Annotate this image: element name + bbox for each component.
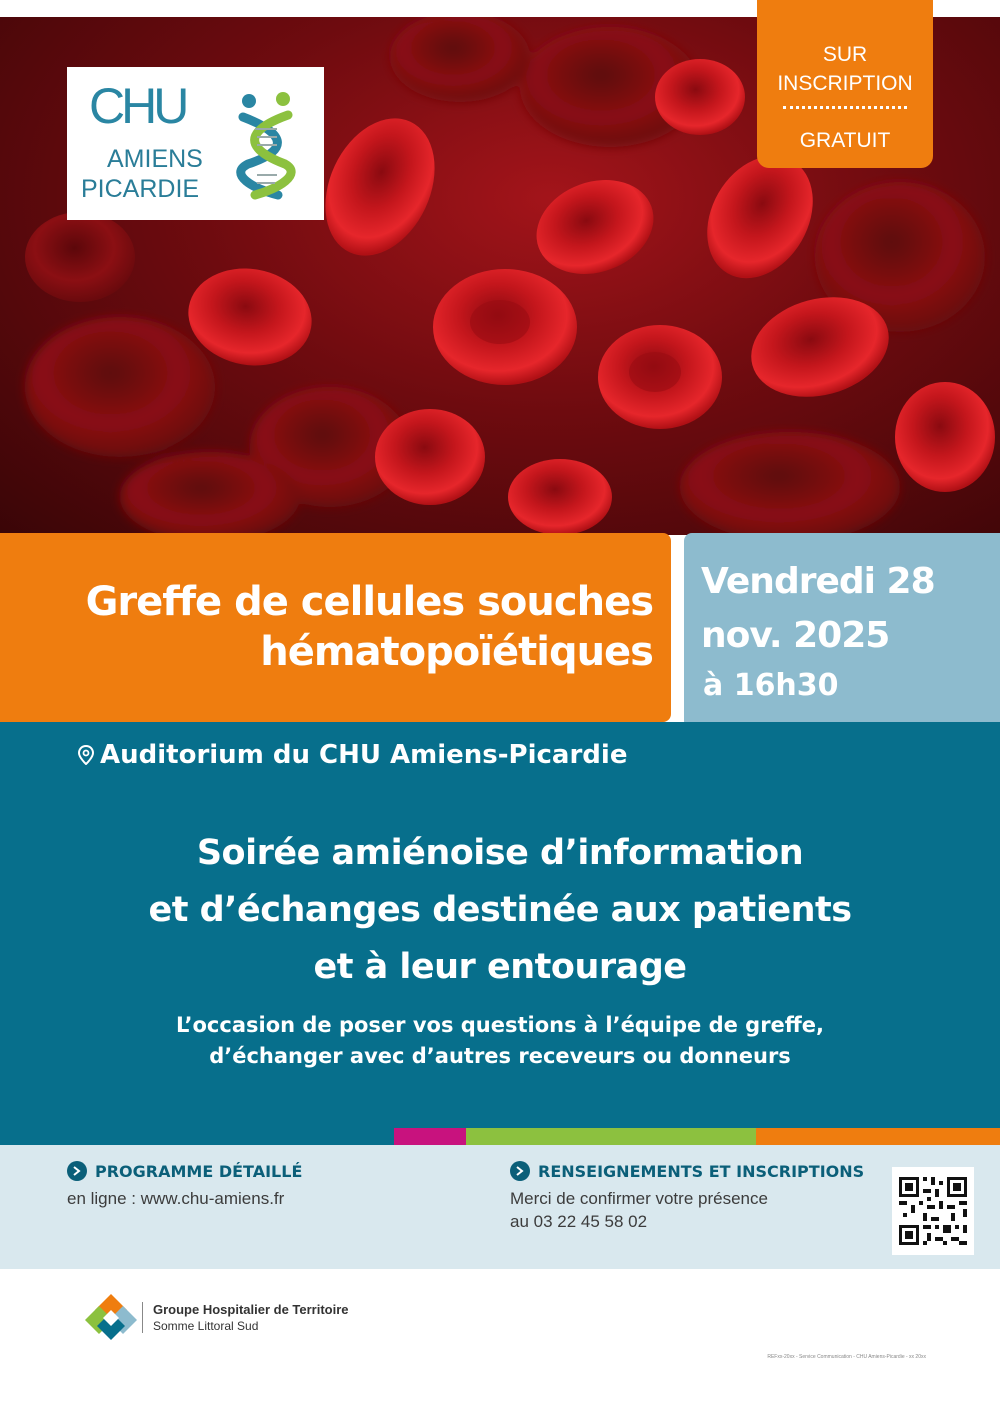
venue (78, 740, 627, 770)
title-line-2: hématopoïétiques (260, 629, 653, 675)
logo-amiens-text: AMIENS (107, 145, 203, 173)
date-box (684, 533, 1000, 729)
contact-line-1: Merci de confirmer votre présence (510, 1189, 768, 1208)
stripe-green (466, 1128, 756, 1145)
ght-line-1: Groupe Hospitalier de Territoire (153, 1302, 349, 1317)
headline-line-3: et à leur entourage (313, 947, 687, 987)
venue-text: Auditorium du CHU Amiens-Picardie (100, 740, 628, 770)
registration-badge (757, 0, 933, 168)
main-section (0, 722, 1000, 1128)
subline-line-1: L’occasion de poser vos questions à l’équipe de greffe, (175, 1013, 825, 1037)
programme-heading-text: PROGRAMME DÉTAILLÉ (95, 1161, 303, 1181)
ght-logo-icon (83, 1292, 139, 1344)
badge-divider (783, 106, 907, 109)
programme-url[interactable]: en ligne : www.chu-amiens.fr (67, 1189, 285, 1208)
date-day: Vendredi 28 (701, 561, 935, 602)
subline-line-2: d’échanger avec d’autres receveurs ou donneurs (209, 1044, 791, 1068)
contact-heading-text: RENSEIGNEMENTS ET INSCRIPTIONS (538, 1161, 865, 1181)
contact-text (510, 1187, 864, 1233)
contact-phone[interactable]: au 03 22 45 58 02 (510, 1212, 648, 1231)
contact-heading (510, 1161, 864, 1181)
arrow-right-icon (67, 1161, 87, 1181)
logo-chu-text: CHU (89, 78, 186, 134)
ght-line-2: Somme Littoral Sud (153, 1319, 259, 1333)
headline-line-2: et d’échanges destinée aux patients (148, 890, 852, 930)
badge-line-1: SUR (822, 43, 868, 66)
date-month-year: nov. 2025 (701, 615, 890, 656)
badge-line-3: GRATUIT (799, 129, 891, 152)
stripe-teal (0, 1128, 394, 1145)
stripe-magenta (394, 1128, 466, 1145)
ght-text (142, 1302, 349, 1333)
logo-picardie-text: PICARDIE (81, 175, 200, 203)
subline (0, 1010, 1000, 1072)
stripe-orange (756, 1128, 1000, 1145)
dna-logo-icon (233, 89, 303, 201)
headline (0, 825, 1000, 996)
title-box (0, 533, 671, 722)
programme-block (67, 1161, 302, 1210)
arrow-right-icon (510, 1161, 530, 1181)
headline-line-1: Soirée amiénoise d’information (196, 833, 804, 873)
qr-code[interactable] (892, 1167, 974, 1255)
reference-text: REFxx-20xx - Service Communication - CHU Amiens-Picardie - xx 20xx (767, 1354, 926, 1360)
contact-block (510, 1161, 864, 1233)
date-time: à 16h30 (703, 668, 839, 703)
info-band (0, 1145, 1000, 1269)
location-pin-icon (78, 745, 94, 765)
badge-line-2: INSCRIPTION (777, 72, 913, 95)
chu-logo (67, 67, 324, 220)
programme-heading (67, 1161, 302, 1181)
event-title (86, 577, 653, 677)
title-line-1: Greffe de cellules souches (85, 579, 653, 625)
